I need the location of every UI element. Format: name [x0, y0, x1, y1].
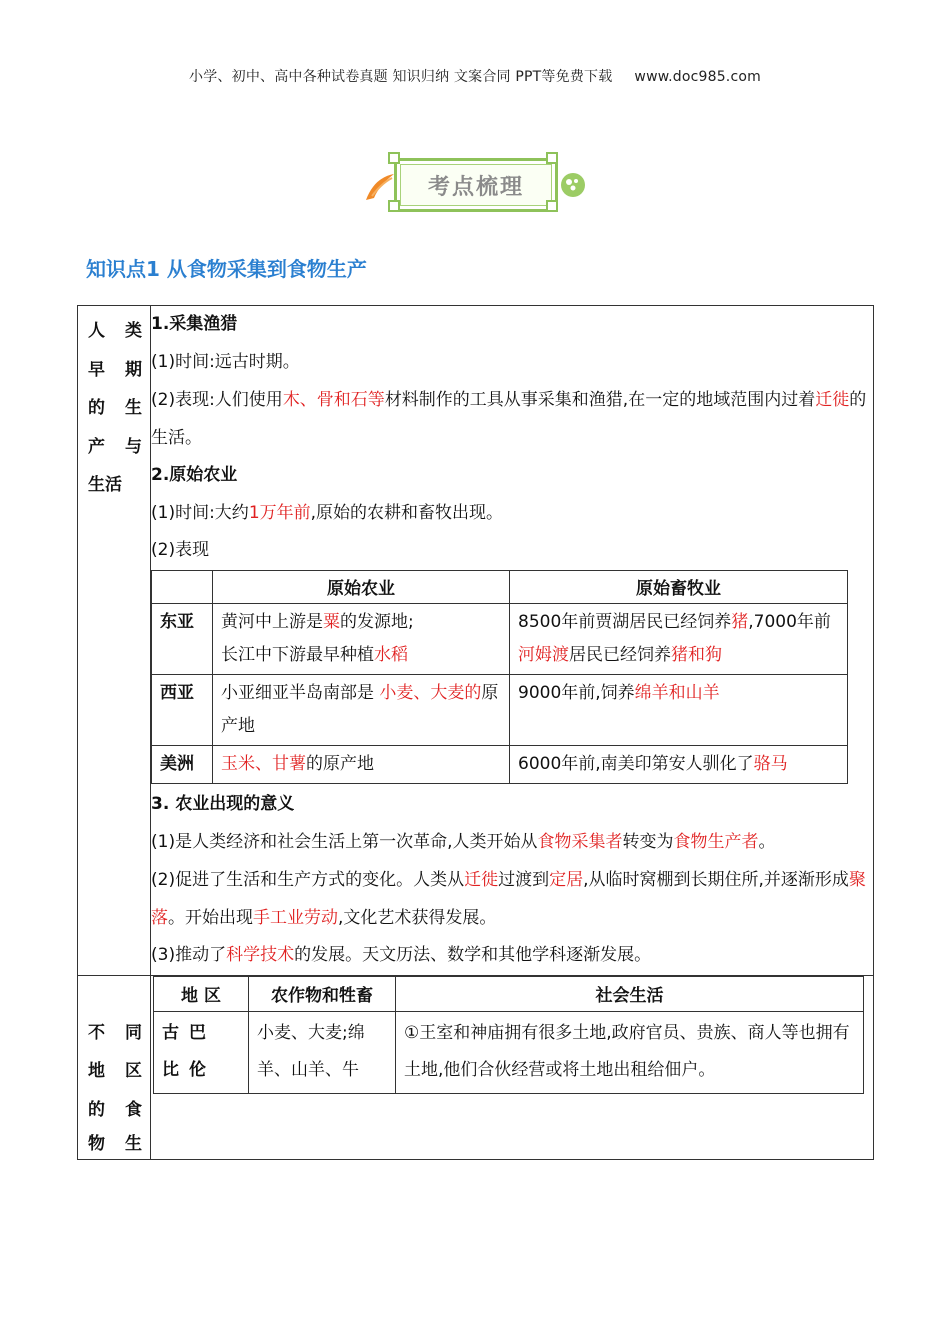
row-label	[78, 306, 151, 976]
label-char: 的	[88, 1099, 105, 1120]
table-row	[78, 306, 874, 976]
label-char: 早	[88, 359, 105, 380]
knowledge-table	[77, 305, 874, 1160]
row-content	[151, 306, 874, 976]
table-header-row	[154, 976, 864, 1011]
agri-cell: 玉米、甘薯的原产地	[213, 745, 510, 783]
column-header: 原始农业	[213, 570, 510, 603]
herd-cell: 6000年前,南美印第安人驯化了骆马	[510, 745, 848, 783]
label-char: 生	[125, 398, 142, 418]
paragraph: (1)是人类经济和社会生活上第一次革命,人类开始从食物采集者转变为食物生产者。	[151, 832, 776, 852]
label-char: 生	[125, 1134, 142, 1154]
section-title: 知识点1 从食物采集到食物生产	[86, 257, 367, 281]
paragraph: (1)时间:大约1万年前,原始的农耕和畜牧出现。	[151, 502, 504, 523]
label-char: 与	[125, 436, 142, 457]
region-cell: 美洲	[152, 745, 213, 783]
label-char: 期	[125, 359, 142, 380]
banner-box	[394, 158, 558, 212]
label-char: 同	[125, 1022, 142, 1043]
table-row	[152, 745, 848, 783]
paragraph: (3)推动了科学技术的发展。天文历法、数学和其他学科逐渐发展。	[151, 945, 652, 965]
subsection-title: 3. 农业出现的意义	[151, 793, 295, 814]
label-char: 类	[125, 321, 142, 341]
crops-cell: 小麦、大麦;绵羊、山羊、牛	[249, 1011, 396, 1093]
column-header: 原始畜牧业	[510, 570, 848, 603]
label-char: 的	[88, 398, 105, 418]
empty-header	[152, 570, 213, 603]
region-cell: 古巴比伦	[154, 1011, 249, 1093]
column-header: 农作物和牲畜	[249, 976, 396, 1011]
column-header: 地 区	[154, 976, 249, 1011]
region-cell: 东亚	[152, 603, 213, 674]
row-label	[78, 975, 151, 1160]
table-header-row	[152, 570, 848, 603]
food-production-table	[153, 976, 864, 1094]
agri-cell: 黄河中上游是粟的发源地; 长江中下游最早种植水稻	[213, 603, 510, 674]
agri-cell: 小亚细亚半岛南部是 小麦、大麦的原产地	[213, 674, 510, 745]
label-char: 地	[88, 1061, 105, 1081]
region-cell: 西亚	[152, 674, 213, 745]
table-row	[152, 603, 848, 674]
row-content	[151, 975, 874, 1160]
table-row	[154, 1011, 864, 1093]
agriculture-table	[151, 570, 848, 784]
paragraph: (2)表现:人们使用木、骨和石等材料制作的工具从事采集和渔猎,在一定的地域范围内过着迁徙的生活。	[151, 390, 867, 448]
banner-corner	[388, 152, 400, 164]
column-header: 社会生活	[396, 976, 864, 1011]
label-char: 产	[88, 436, 105, 457]
page-header	[0, 66, 950, 86]
paragraph: (2)促进了生活和生产方式的变化。人类从迁徙过渡到定居,从临时窝棚到长期住所,并逐渐形成聚落。开始出现手工业劳动,文化艺术获得发展。	[151, 870, 866, 928]
label-char: 物	[88, 1134, 105, 1154]
paragraph: (2)表现	[151, 540, 210, 560]
table-row	[152, 674, 848, 745]
herd-cell: 8500年前贾湖居民已经饲养猪,7000年前河姆渡居民已经饲养猪和狗	[510, 603, 848, 674]
header-text: 小学、初中、高中各种试卷真题 知识归纳 文案合同 PPT等免费下载	[189, 69, 613, 85]
banner-corner	[546, 200, 558, 212]
paragraph: (1)时间:远古时期。	[151, 351, 300, 372]
section-banner	[362, 152, 590, 214]
label-char: 区	[125, 1061, 142, 1081]
label-char: 生活	[88, 475, 122, 495]
header-site: www.doc985.com	[634, 69, 761, 85]
table-row	[78, 975, 874, 1160]
banner-corner	[388, 200, 400, 212]
label-char: 不	[88, 1022, 105, 1043]
banner-corner	[546, 152, 558, 164]
life-cell: ①王室和神庙拥有很多土地,政府官员、贵族、商人等也拥有土地,他们合伙经营或将土地出租给佃户。	[396, 1011, 864, 1093]
label-char: 食	[125, 1099, 142, 1120]
subsection-title: 1.采集渔猎	[151, 314, 238, 334]
flower-icon	[558, 170, 588, 200]
label-char: 人	[88, 321, 105, 341]
herd-cell: 9000年前,饲养绵羊和山羊	[510, 674, 848, 745]
banner-label: 考点梳理	[400, 164, 552, 206]
subsection-title: 2.原始农业	[151, 465, 238, 485]
